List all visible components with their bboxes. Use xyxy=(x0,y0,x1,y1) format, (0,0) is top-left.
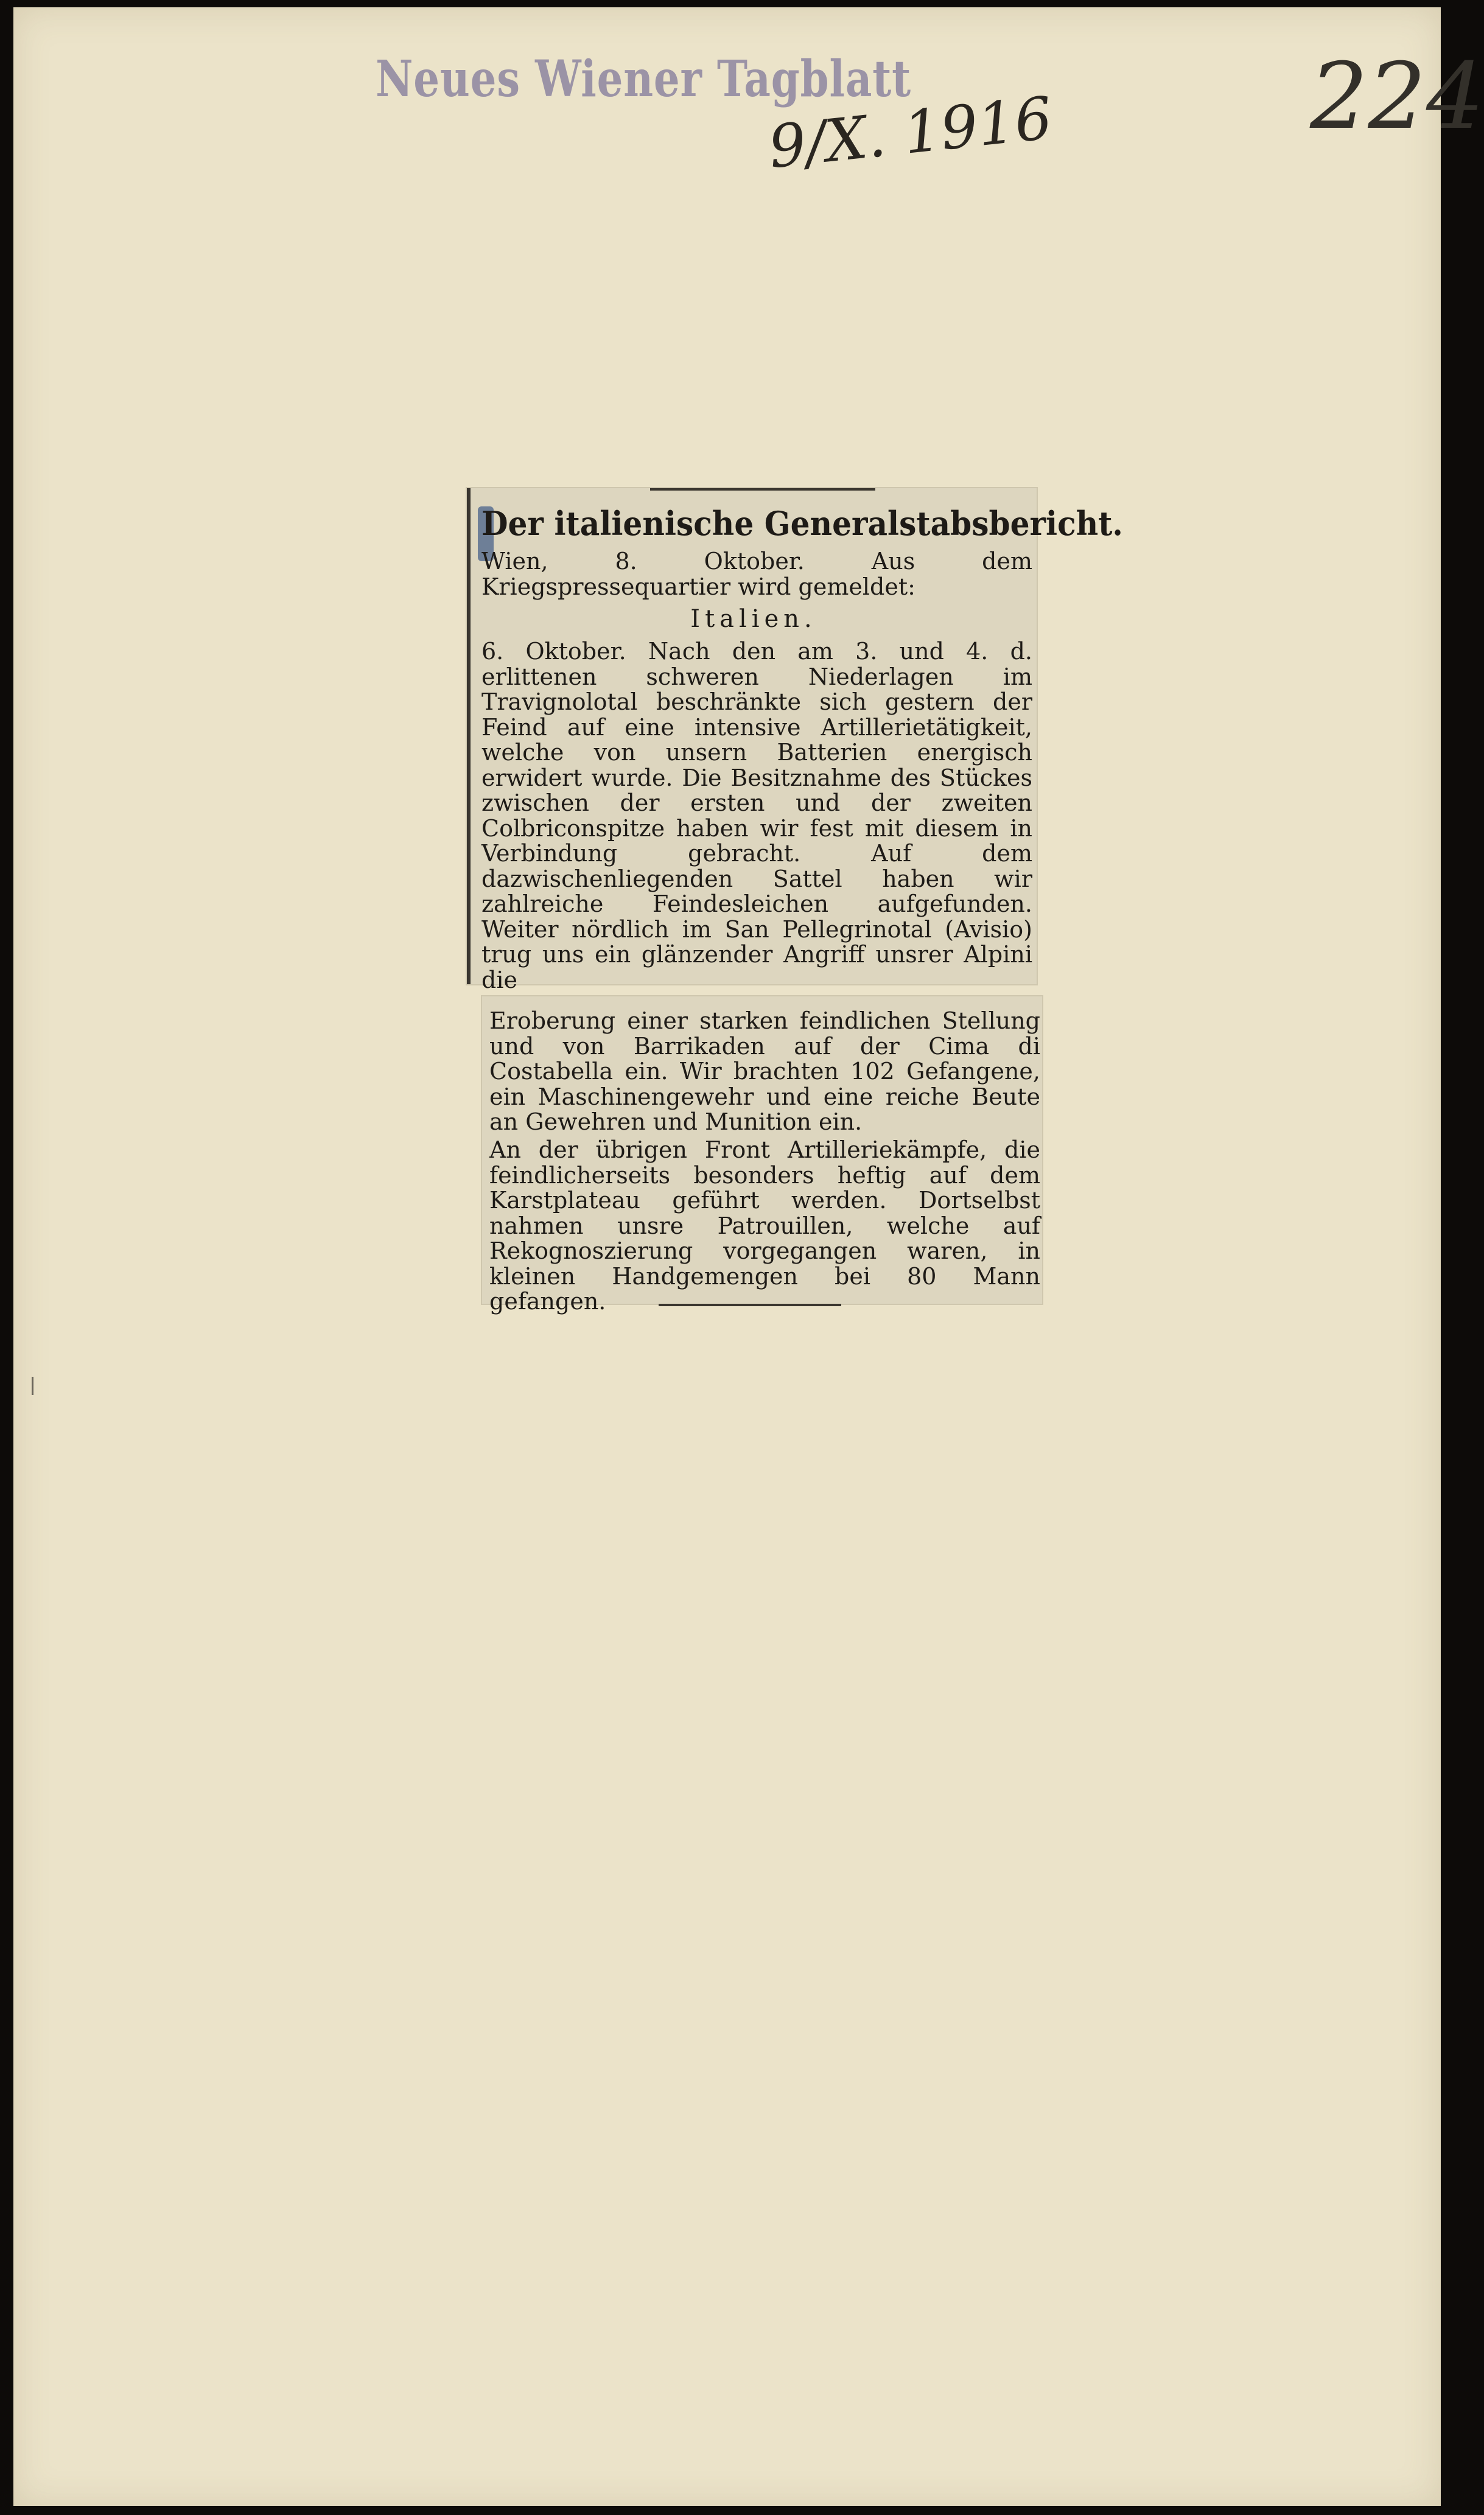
article-paragraph-2: Eroberung einer starken feindlichen Stellung und von Barrikaden auf der Cima di Costabella ein. Wir brachten 102 Gefangene, ein Maschinengewehr und eine reiche Beute an Gewehren und Munition ein. xyxy=(489,1007,1040,1135)
section-heading: Italien. xyxy=(690,605,817,633)
clipping-part-2 xyxy=(482,996,1042,1315)
article-paragraph-3: An der übrigen Front Artilleriekämpfe, die feindlicherseits besonders heftig auf dem Karstplateau geführt werden. Dortselbst nahmen unsre Patrouillen, welche auf Rekognoszierung vorgegangen waren, in kleinen Handgemengen bei 80 Mann gefangen. xyxy=(489,1136,1040,1315)
newspaper-stamp: Neues Wiener Tagblatt xyxy=(376,50,911,108)
handwritten-page-number: 224 xyxy=(1310,44,1484,150)
top-rule xyxy=(650,488,875,491)
handwritten-date: 9/X. 1916 xyxy=(765,83,1055,182)
article-headline: Der italienische Generalstabsbericht. xyxy=(481,504,1123,543)
bottom-rule xyxy=(659,1304,841,1306)
article-intro: Wien, 8. Oktober. Aus dem Kriegspressequartier wird gemeldet: xyxy=(481,548,1032,600)
article-paragraph-1: 6. Oktober. Nach den am 3. und 4. d. erlittenen schweren Niederlagen im Travignolotal beschränkte sich gestern der Feind auf eine intensive Artillerietätigkeit, welche von unsern Batterien energisch erwidert wurde. Die Besitznahme des Stückes zwischen der ersten und der zweiten Colbriconspitze haben wir fest mit diesem in Verbindung gebracht. Auf dem dazwischenliegenden Sattel haben wir zahlreiche Feindesleichen aufgefunden. Weiter nördlich im San Pellegrinotal (Avisio) trug uns ein glänzender Angriff unsrer Alpini die xyxy=(481,638,1032,993)
archive-sheet xyxy=(13,7,1484,2506)
margin-mark xyxy=(32,1377,33,1395)
clipping-part-1 xyxy=(467,488,1123,993)
